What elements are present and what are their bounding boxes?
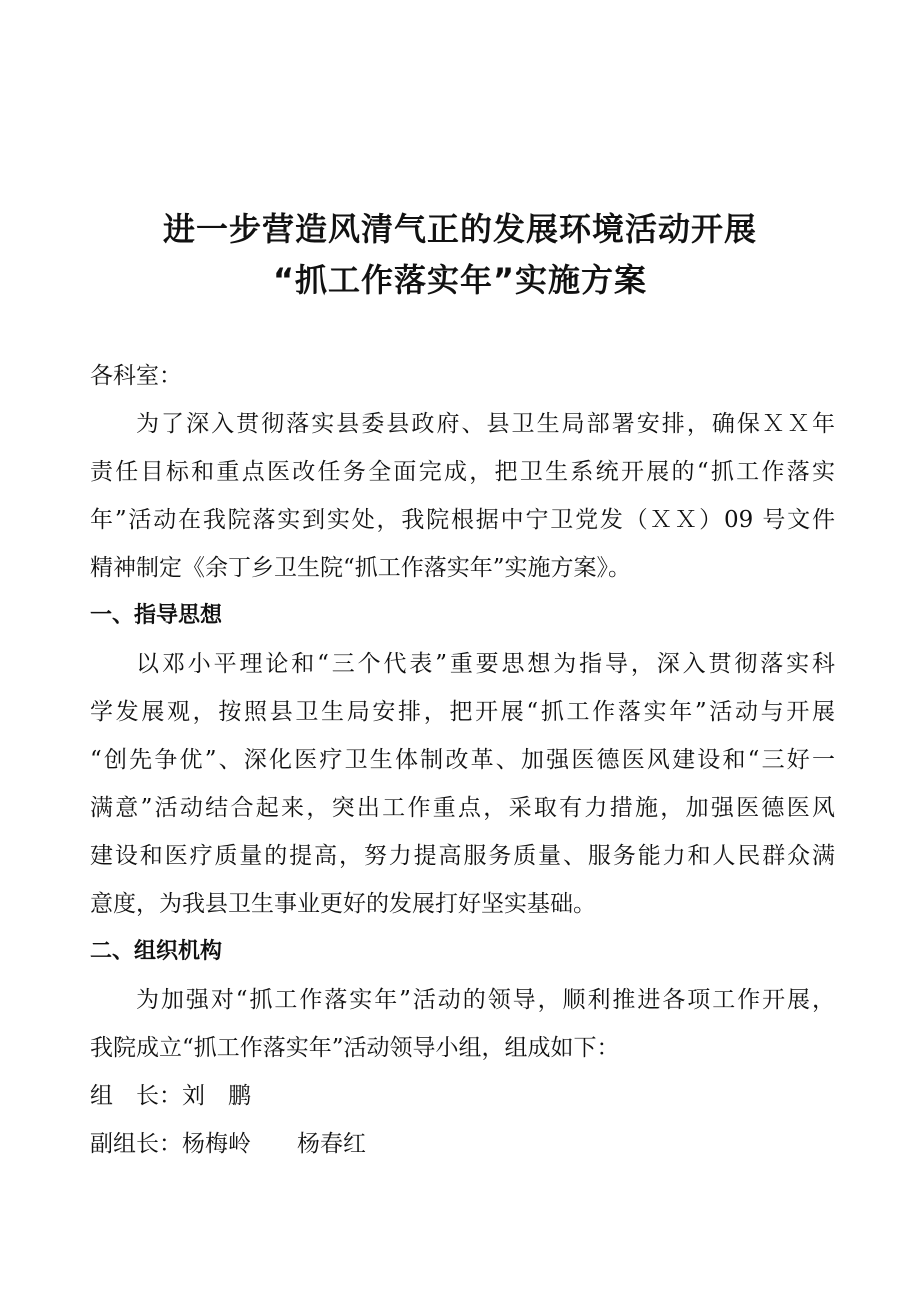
section-1-line: 学发展观，按照县卫生局安排，把开展“抓工作落实年”活动与开展 xyxy=(90,699,835,725)
intro-line: 为了深入贯彻落实县委县政府、县卫生局部署安排，确保ＸＸ年 xyxy=(136,411,835,437)
intro-line: 年”活动在我院落实到实处，我院根据中宁卫党发（ＸＸ）09 号文件 xyxy=(90,507,835,533)
section-2-paragraph xyxy=(90,976,835,1072)
section-1-line: 满意”活动结合起来，突出工作重点，采取有力措施，加强医德医风 xyxy=(90,795,835,821)
section-1-line: 意度，为我县卫生事业更好的发展打好坚实基础。 xyxy=(90,891,596,917)
intro-line: 责任目标和重点医改任务全面完成，把卫生系统开展的“抓工作落实 xyxy=(90,459,835,485)
document-title-line-2: “抓工作落实年”实施方案 xyxy=(272,261,648,299)
salutation: 各科室： xyxy=(90,363,182,389)
document-body xyxy=(90,352,835,1168)
member-leader: 组 长：刘 鹏 xyxy=(90,1083,251,1109)
section-1-line: 建设和医疗质量的提高，努力提高服务质量、服务能力和人民群众满 xyxy=(90,843,835,869)
section-2-line: 为加强对“抓工作落实年”活动的领导，顺利推进各项工作开展， xyxy=(136,987,835,1013)
section-1-heading: 一、指导思想 xyxy=(90,603,223,628)
intro-line: 精神制定《余丁乡卫生院“抓工作落实年”实施方案》。 xyxy=(90,555,632,581)
intro-paragraph xyxy=(90,400,835,592)
document-title-line-1: 进一步营造风清气正的发展环境活动开展 xyxy=(162,210,757,248)
section-1-line: “创先争优”、深化医疗卫生体制改革、加强医德医风建设和“三好一 xyxy=(90,747,835,773)
member-deputy-leaders: 副组长：杨梅岭 杨春红 xyxy=(90,1131,366,1157)
section-1-paragraph xyxy=(90,640,835,928)
section-2-line: 我院成立“抓工作落实年”活动领导小组，组成如下： xyxy=(90,1035,620,1061)
section-1-line: 以邓小平理论和“三个代表”重要思想为指导，深入贯彻落实科 xyxy=(136,651,835,677)
section-2-heading: 二、组织机构 xyxy=(90,939,223,964)
